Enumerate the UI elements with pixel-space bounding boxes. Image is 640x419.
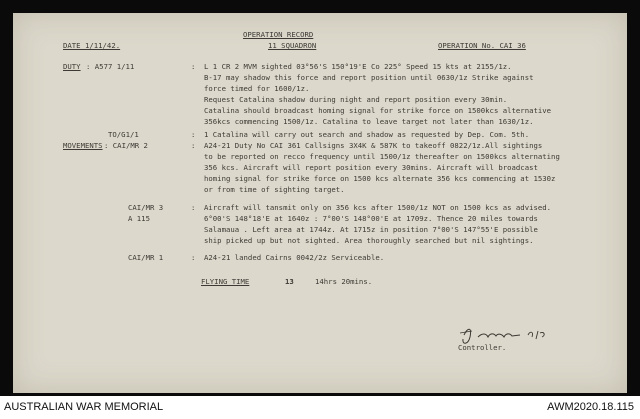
- entry-line: Aircraft will tansmit only on 356 kcs after 1500/1z NOT on 1500 kcs as advised.: [204, 203, 552, 212]
- entry-ref: CAI/MR 3: [128, 203, 164, 212]
- entry-line: 6°00'S 148°18'E at 1640z : 7°00'S 148°00'E at 1709z. Thence 20 miles towards: [204, 214, 538, 223]
- entry-line: force timed for 1600/1z.: [204, 84, 310, 93]
- entry-line: 356 kcs. Aircraft will report position every 30mins. Aircraft will broadcast: [204, 163, 538, 172]
- record-title: OPERATION RECORD: [243, 30, 314, 39]
- flying-time-duration: 14hrs 20mins.: [315, 277, 373, 286]
- archive-caption-bar: [0, 396, 640, 419]
- entry-colon: :: [191, 253, 196, 262]
- entry-line: or from time of sighting target.: [204, 185, 345, 194]
- entry-line: 356kcs commencing 1500/1z. Catalina to leave target not later than 1630/1z.: [204, 117, 534, 126]
- squadron-name: 11 SQUADRON: [268, 41, 317, 50]
- section-label-movements: MOVEMENTS: [63, 141, 103, 150]
- archive-reference: AWM2020.18.115: [547, 401, 634, 413]
- flying-time-label: FLYING TIME: [201, 277, 250, 286]
- archive-name: AUSTRALIAN WAR MEMORIAL: [4, 401, 164, 413]
- entry-colon: :: [191, 130, 196, 139]
- entry-line: Catalina should broadcast homing signal for strike force on 1500kcs alternative: [204, 106, 552, 115]
- entry-line: A24-21 Duty No CAI 361 Callsigns 3X4K & 587K to takeoff 0822/1z.All sightings: [204, 141, 543, 150]
- entry-ref: : A577 1/11: [86, 62, 135, 71]
- entry-line: B-17 may shadow this force and report position until 0630/1z Strike against: [204, 73, 534, 82]
- entry-line: L 1 CR 2 MVM sighted 03°56'S 150°19'E Co 225° Speed 15 kts at 2155/1z.: [204, 62, 512, 71]
- flying-time-count: 13: [285, 277, 294, 286]
- entry-ref: A 115: [128, 214, 150, 223]
- entry-line: 1 Catalina will carry out search and shadow as requested by Dep. Com. 5th.: [204, 130, 530, 139]
- entry-colon: :: [191, 62, 196, 71]
- entry-ref: : CAI/MR 2: [104, 141, 148, 150]
- entry-line: A24-21 landed Cairns 0042/2z Serviceable.: [204, 253, 385, 262]
- signature-title: Controller.: [458, 343, 507, 352]
- record-date: DATE 1/11/42.: [63, 41, 121, 50]
- document-sheet: [13, 13, 627, 393]
- entry-colon: :: [191, 203, 196, 212]
- entry-line: ship picked up but not sighted. Area thoroughly searched but nil sightings.: [204, 236, 534, 245]
- operation-number: OPERATION No. CAI 36: [438, 41, 526, 50]
- entry-ref: CAI/MR 1: [128, 253, 164, 262]
- section-label-duty: DUTY: [63, 62, 81, 71]
- entry-line: Request Catalina shadow during night and report position every 30min.: [204, 95, 508, 104]
- entry-ref: TO/G1/1: [108, 130, 139, 139]
- entry-colon: :: [191, 141, 196, 150]
- entry-line: to be reported on recco frequency until 1500/1z thereafter on 1500kcs alternating: [204, 152, 560, 161]
- entry-line: homing signal for strike force on 1500 kcs alternate 356 kcs commencing at 1530z: [204, 174, 556, 183]
- entry-line: Salamaua . Left area at 1744z. At 1715z in position 7°00'S 147°55'E possible: [204, 225, 538, 234]
